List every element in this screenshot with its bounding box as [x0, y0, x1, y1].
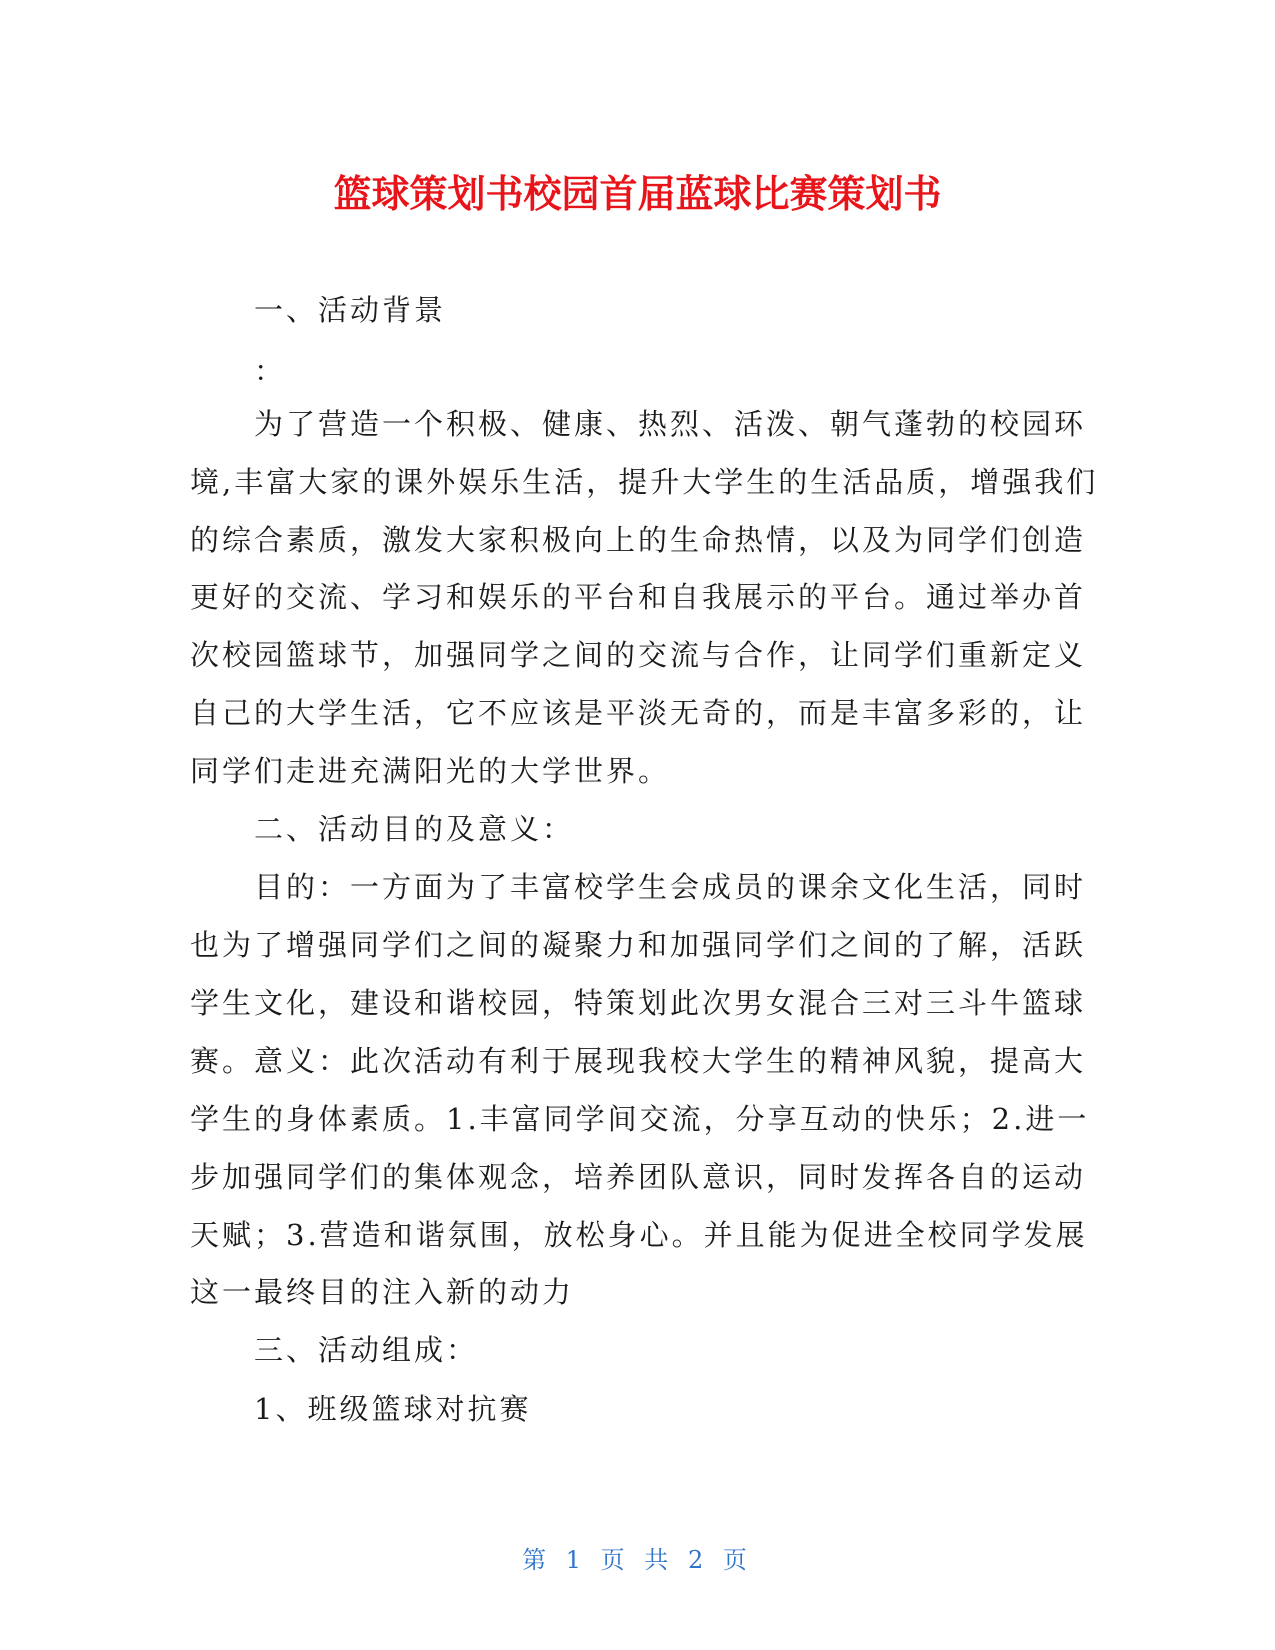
list-item: 1、班级篮球对抗赛 — [190, 1392, 532, 1426]
body-line: 这一最终目的注入新的动力 — [190, 1275, 575, 1309]
body-line: 自己的大学生活，它不应该是平淡无奇的，而是丰富多彩的，让 — [190, 696, 1087, 730]
body-line: 境,丰富大家的课外娱乐生活，提升大学生的生活品质，增强我们 — [190, 465, 1099, 499]
body-line: 为了营造一个积极、健康、热烈、活泼、朝气蓬勃的校园环 — [190, 407, 1087, 441]
section-heading-purpose: 二、活动目的及意义： — [190, 812, 575, 846]
section-heading-background: 一、活动背景 — [190, 293, 447, 327]
body-line: 也为了增强同学们之间的凝聚力和加强同学们之间的了解，活跃 — [190, 928, 1087, 962]
body-line: 同学们走进充满阳光的大学世界。 — [190, 754, 671, 788]
page-footer: 第 1 页 共 2 页 — [522, 1546, 753, 1574]
body-line: 的综合素质，激发大家积极向上的生命热情，以及为同学们创造 — [190, 523, 1087, 557]
body-line: 更好的交流、学习和娱乐的平台和自我展示的平台。通过举办首 — [190, 580, 1087, 614]
body-line: 学生文化，建设和谐校园，特策划此次男女混合三对三斗牛篮球 — [190, 986, 1087, 1020]
body-line: 目的：一方面为了丰富校学生会成员的课余文化生活，同时 — [190, 870, 1087, 904]
body-line: ： — [190, 354, 287, 388]
body-line: 天赋；3.营造和谐氛围，放松身心。并且能为促进全校同学发展 — [190, 1218, 1088, 1252]
section-heading-composition: 三、活动组成： — [190, 1333, 479, 1367]
body-line: 学生的身体素质。1.丰富同学间交流，分享互动的快乐；2.进一 — [190, 1102, 1090, 1136]
body-line: 步加强同学们的集体观念，培养团队意识，同时发挥各自的运动 — [190, 1160, 1087, 1194]
document-title: 篮球策划书校园首届蓝球比赛策划书 — [333, 172, 942, 216]
body-line: 赛。意义：此次活动有利于展现我校大学生的精神风貌，提高大 — [190, 1044, 1087, 1078]
body-line: 次校园篮球节，加强同学之间的交流与合作，让同学们重新定义 — [190, 638, 1087, 672]
